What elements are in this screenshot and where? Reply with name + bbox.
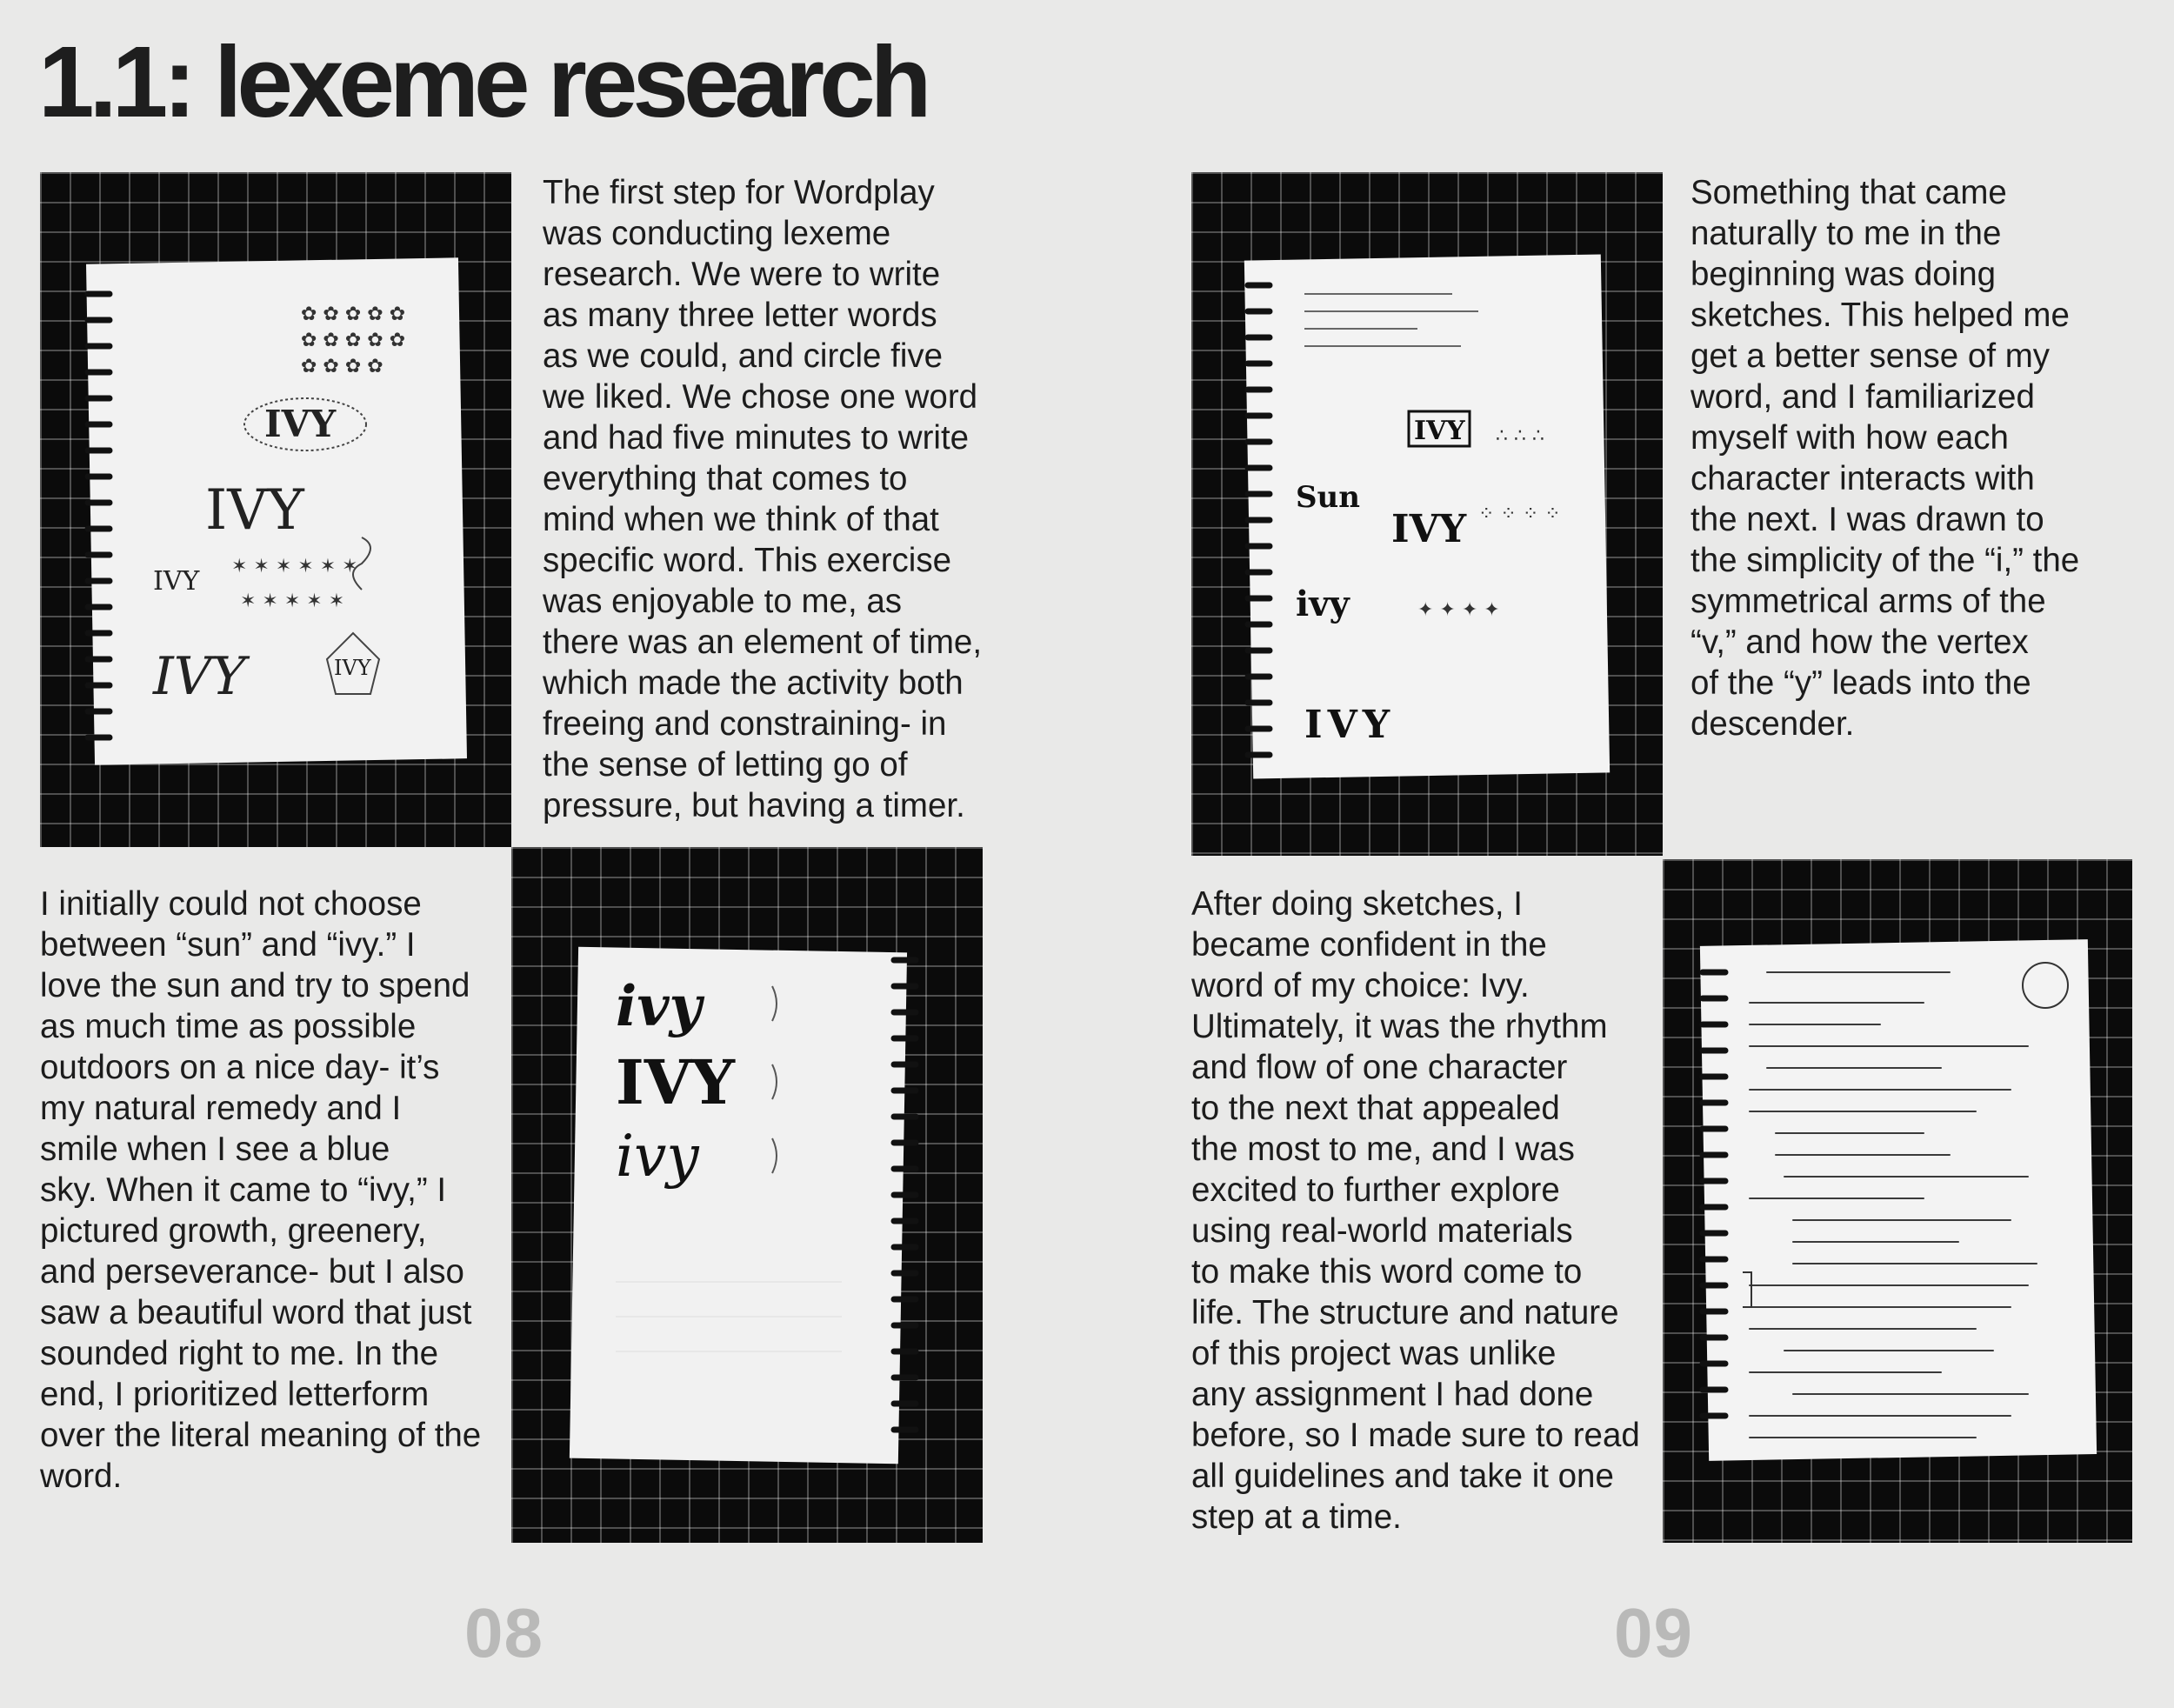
sketch-word: Sun <box>1296 480 1360 515</box>
sketch-word: ivy <box>616 974 702 1039</box>
page-title: 1.1: lexeme research <box>38 25 927 138</box>
notebook-drawing <box>1191 172 1663 856</box>
sketch-word: ivy <box>1296 584 1350 624</box>
sketch-word: IVY <box>1391 507 1467 551</box>
notebook-drawing <box>40 172 511 847</box>
svg-text:∴ ∴ ∴: ∴ ∴ ∴ <box>1496 425 1544 447</box>
sketch-word: IVY <box>153 566 200 597</box>
notebook-photo-handwritten-notes <box>1663 859 2132 1543</box>
sketch-word: IVY <box>334 656 371 680</box>
svg-text:✦ ✦ ✦ ✦: ✦ ✦ ✦ ✦ <box>1417 599 1500 621</box>
svg-text:✿ ✿ ✿ ✿: ✿ ✿ ✿ ✿ <box>301 356 383 377</box>
svg-text:✿ ✿ ✿ ✿ ✿: ✿ ✿ ✿ ✿ ✿ <box>301 304 406 325</box>
svg-text:✶ ✶ ✶ ✶ ✶ ✶: ✶ ✶ ✶ ✶ ✶ ✶ <box>231 556 358 577</box>
sketch-word: IVY <box>616 1046 736 1118</box>
notebook-photo-sun-ivy-sketches <box>1191 172 1663 856</box>
sketch-word: IVY <box>1304 703 1396 747</box>
page-08-paragraph-2: I initially could not choose between “sun” and “ivy.” I love the sun and try to spend as much time as possible outdoors on a nice day- it’s my natural remedy and I smile when I see a blue sky. When it came to “ivy,” I pictured growth, greenery, and perseverance- but I also saw a beautiful word that just sounded right to me. In the end, I prioritized letterform over the literal meaning of the word. <box>40 885 482 1495</box>
page-09-paragraph-1: Something that came naturally to me in the beginning was doing sketches. This helped me get a better sense of my word, and I familiarized myself with how each character interacts with the next. I was drawn to the simplicity of the “i,” the symmetrical arms of the “v,” and how the vertex of the “y” leads into the descender. <box>1691 174 2080 743</box>
sketch-word: IVY <box>1414 416 1465 446</box>
notebook-drawing <box>1663 859 2132 1543</box>
svg-text:✿ ✿ ✿ ✿ ✿: ✿ ✿ ✿ ✿ ✿ <box>301 330 406 351</box>
notebook-photo-ivy-sketches <box>40 172 511 847</box>
page-09-paragraph-2: After doing sketches, I became confident in the word of my choice: Ivy. Ultimately, it was the rhythm and flow of one character to the next that appealed the most to me, and I was excited to further explore using real-world materials to make this word come to life. The structure and nature of this project was unlike any assignment I had done before, so I made sure to read all guidelines and take it one step at a time. <box>1191 885 1640 1536</box>
notebook-drawing <box>511 847 983 1543</box>
svg-text:✶ ✶ ✶ ✶ ✶: ✶ ✶ ✶ ✶ ✶ <box>240 590 345 612</box>
sketch-word: ivy <box>616 1123 699 1190</box>
svg-text:⁘ ⁘ ⁘ ⁘: ⁘ ⁘ ⁘ ⁘ <box>1478 504 1561 525</box>
sketch-word: IVY <box>153 646 246 707</box>
sketch-word: IVY <box>205 478 304 543</box>
notebook-photo-ivy-letterforms <box>511 847 983 1543</box>
page-number: 08 <box>464 1594 544 1671</box>
page-number: 09 <box>1614 1594 1693 1671</box>
sketch-word: IVY <box>264 403 337 445</box>
page-08-paragraph-1: The first step for Wordplay was conducting lexeme research. We were to write as many three letter words as we could, and circle five we liked. We chose one word and had five minutes to write everything that comes to mind when we think of that specific word. This exercise was enjoyable to me, as there was an element of time, which made the activity both freeing and constraining- in the sense of letting go of pressure, but having a timer. <box>543 174 983 824</box>
